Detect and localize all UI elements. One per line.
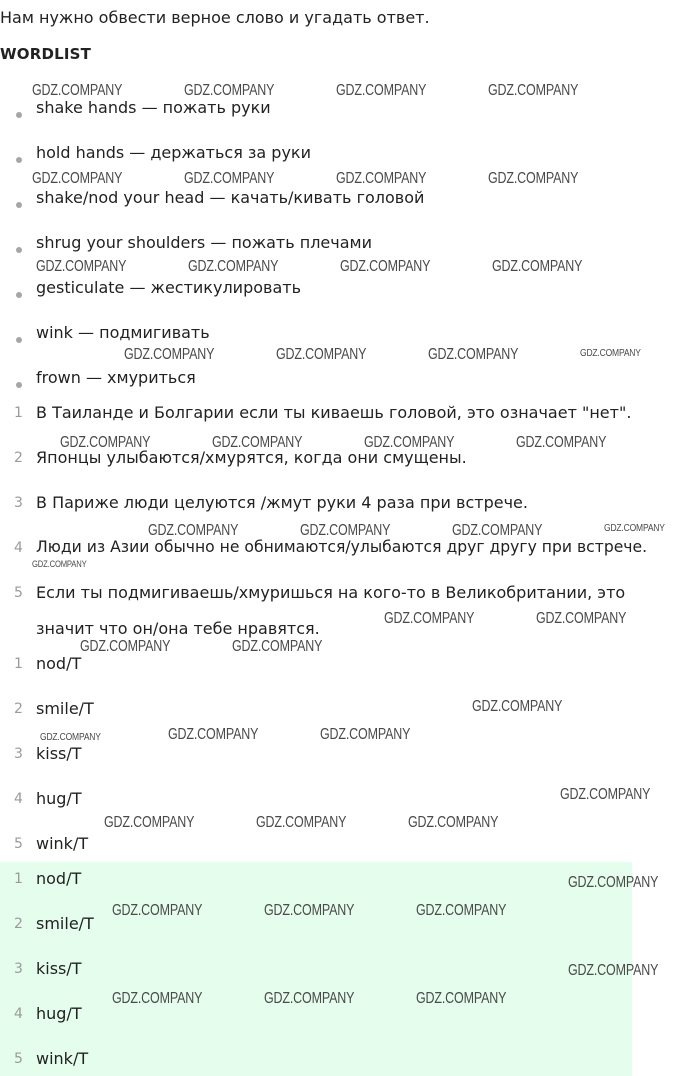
watermark: GDZ.COMPANY [104, 814, 195, 831]
watermark: GDZ.COMPANY [188, 258, 279, 275]
answer: kiss/T [36, 959, 82, 978]
answer: smile/T [36, 914, 94, 933]
sentence-continuation: значит что он/она тебе нравятся. [36, 619, 320, 638]
watermark: GDZ.COMPANY [488, 170, 579, 187]
item-number: 1 [14, 405, 23, 421]
sentence: Если ты подмигиваешь/хмуришься на кого-то в Великобритании, это [36, 583, 626, 602]
highlighted-answer-block [0, 862, 632, 1076]
watermark: GDZ.COMPANY [264, 990, 355, 1007]
answer: smile/T [36, 699, 94, 718]
watermark: GDZ.COMPANY [472, 698, 563, 715]
item-number: 2 [14, 916, 23, 932]
answer: nod/T [36, 869, 82, 888]
watermark: GDZ.COMPANY [416, 902, 507, 919]
item-number: 5 [14, 1051, 23, 1067]
watermark: GDZ.COMPANY [416, 990, 507, 1007]
watermark: GDZ.COMPANY [408, 814, 499, 831]
watermark: GDZ.COMPANY [320, 726, 411, 743]
item-number: 3 [14, 746, 23, 762]
intro-text: Нам нужно обвести верное слово и угадать ответ. [0, 8, 430, 27]
sentence: В Таиланде и Болгарии если ты киваешь головой, это означает "нет". [36, 403, 632, 422]
watermark: GDZ.COMPANY [40, 732, 101, 743]
watermark: GDZ.COMPANY [492, 258, 583, 275]
watermark: GDZ.COMPANY [300, 522, 391, 539]
sentence: Японцы улыбаются/хмурятся, когда они смущены. [36, 448, 467, 467]
list-item: gesticulate — жестикулировать [36, 278, 301, 297]
watermark: GDZ.COMPANY [536, 610, 627, 627]
watermark: GDZ.COMPANY [148, 522, 239, 539]
watermark: GDZ.COMPANY [336, 82, 427, 99]
item-number: 4 [14, 791, 23, 807]
watermark: GDZ.COMPANY [256, 814, 347, 831]
watermark: GDZ.COMPANY [364, 434, 455, 451]
answer: hug/T [36, 789, 82, 808]
watermark: GDZ.COMPANY [580, 348, 641, 359]
watermark: GDZ.COMPANY [112, 990, 203, 1007]
item-number: 4 [14, 1006, 23, 1022]
answer: wink/T [36, 834, 89, 853]
item-number: 1 [14, 656, 23, 672]
watermark: GDZ.COMPANY [568, 962, 659, 979]
watermark: GDZ.COMPANY [568, 874, 659, 891]
list-item: wink — подмигивать [36, 323, 210, 342]
bullet-icon [16, 337, 22, 343]
watermark: GDZ.COMPANY [340, 258, 431, 275]
wordlist-heading: WORDLIST [0, 45, 92, 63]
list-item: hold hands — держаться за руки [36, 143, 311, 162]
watermark: GDZ.COMPANY [124, 346, 215, 363]
bullet-icon [16, 247, 22, 253]
item-number: 2 [14, 450, 23, 466]
watermark: GDZ.COMPANY [184, 82, 275, 99]
watermark: GDZ.COMPANY [336, 170, 427, 187]
watermark: GDZ.COMPANY [428, 346, 519, 363]
watermark: GDZ.COMPANY [516, 434, 607, 451]
watermark: GDZ.COMPANY [232, 638, 323, 655]
watermark: GDZ.COMPANY [32, 82, 123, 99]
answer: hug/T [36, 1004, 82, 1023]
watermark: GDZ.COMPANY [80, 638, 171, 655]
watermark: GDZ.COMPANY [32, 559, 87, 569]
watermark: GDZ.COMPANY [212, 434, 303, 451]
item-number: 5 [14, 836, 23, 852]
bullet-icon [16, 382, 22, 388]
watermark: GDZ.COMPANY [60, 434, 151, 451]
watermark: GDZ.COMPANY [452, 522, 543, 539]
item-number: 1 [14, 871, 23, 887]
list-item: shrug your shoulders — пожать плечами [36, 233, 372, 252]
list-item: shake hands — пожать руки [36, 98, 271, 117]
item-number: 5 [14, 585, 23, 601]
bullet-icon [16, 112, 22, 118]
watermark: GDZ.COMPANY [488, 82, 579, 99]
watermark: GDZ.COMPANY [36, 258, 127, 275]
watermark: GDZ.COMPANY [560, 786, 651, 803]
sentence: Люди из Азии обычно не обнимаются/улыбаются друг другу при встрече. [36, 538, 648, 556]
list-item: frown — хмуриться [36, 368, 196, 387]
item-number: 3 [14, 961, 23, 977]
watermark: GDZ.COMPANY [264, 902, 355, 919]
watermark: GDZ.COMPANY [276, 346, 367, 363]
watermark: GDZ.COMPANY [384, 610, 475, 627]
watermark: GDZ.COMPANY [168, 726, 259, 743]
bullet-icon [16, 202, 22, 208]
sentence: В Париже люди целуются /жмут руки 4 раза при встрече. [36, 493, 528, 512]
item-number: 2 [14, 701, 23, 717]
bullet-icon [16, 292, 22, 298]
watermark: GDZ.COMPANY [112, 902, 203, 919]
watermark: GDZ.COMPANY [604, 523, 665, 534]
answer: kiss/T [36, 744, 82, 763]
watermark: GDZ.COMPANY [184, 170, 275, 187]
answer: nod/T [36, 654, 82, 673]
bullet-icon [16, 157, 22, 163]
item-number: 3 [14, 495, 23, 511]
watermark: GDZ.COMPANY [32, 170, 123, 187]
answer: wink/T [36, 1049, 89, 1068]
list-item: shake/nod your head — качать/кивать головой [36, 188, 425, 207]
item-number: 4 [14, 540, 23, 556]
